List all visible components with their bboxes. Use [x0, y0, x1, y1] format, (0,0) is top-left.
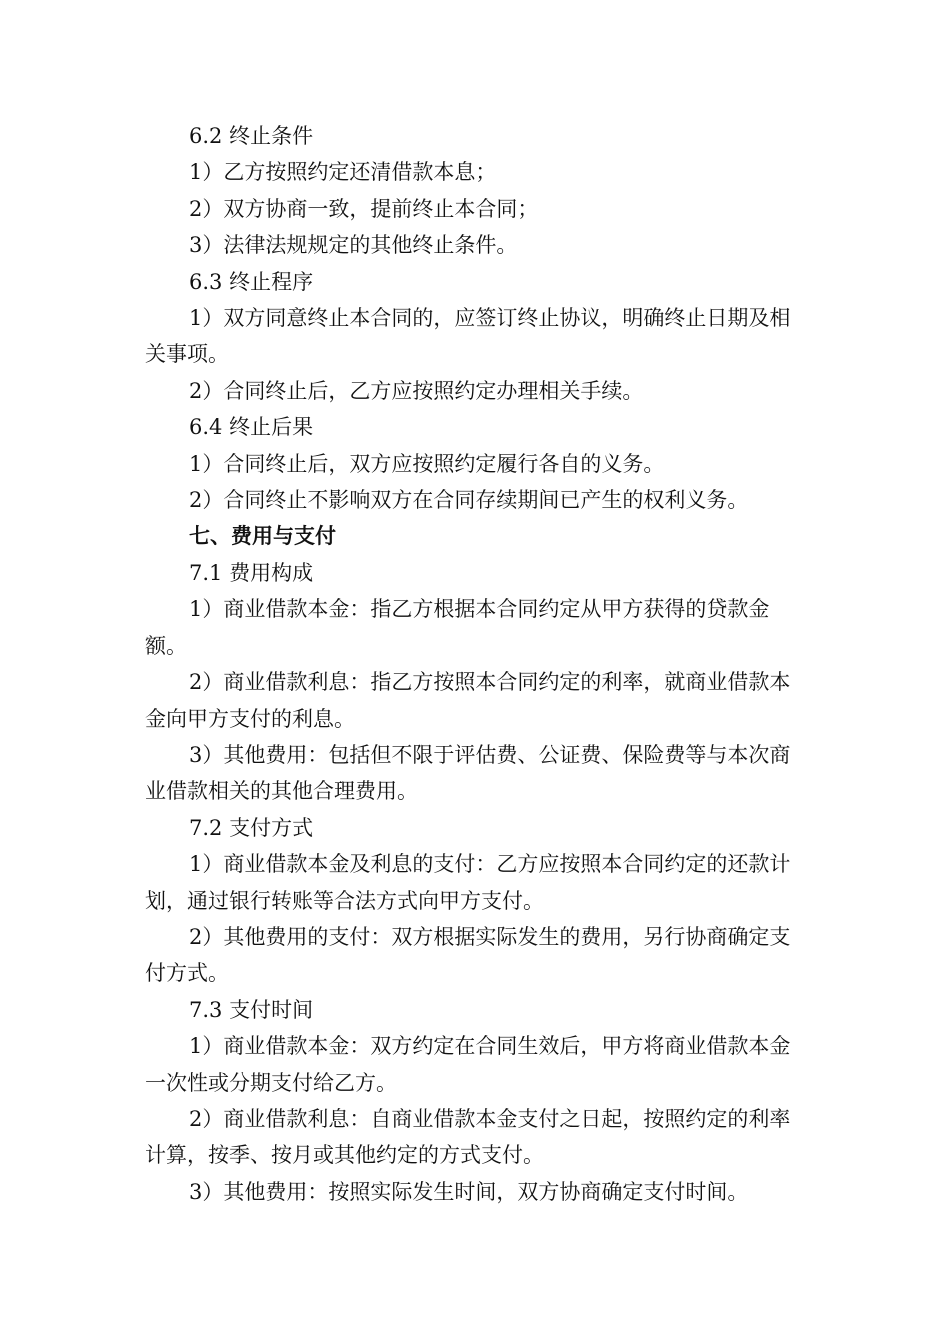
paragraph: 2）合同终止后，乙方应按照约定办理相关手续。: [189, 378, 644, 403]
paragraph: 2）商业借款利息：自商业借款本金支付之日起，按照约定的利率计算，按季、按月或其他约定的方式支付。: [145, 1106, 791, 1168]
document-body: [145, 118, 805, 1210]
paragraph: 1）双方同意终止本合同的，应签订终止协议，明确终止日期及相关事项。: [145, 306, 791, 367]
section-heading: 七、费用与支付: [189, 523, 336, 549]
paragraph: 2）双方协商一致，提前终止本合同；: [189, 196, 539, 221]
paragraph: 1）商业借款本金：双方约定在合同生效后，甲方将商业借款本金一次性或分期支付给乙方。: [145, 1034, 791, 1095]
paragraph: 7.2 支付方式: [189, 815, 314, 840]
paragraph: 7.3 支付时间: [189, 997, 314, 1022]
paragraph: 2）其他费用的支付：双方根据实际发生的费用，另行协商确定支付方式。: [145, 924, 791, 986]
paragraph: 6.3 终止程序: [189, 269, 314, 294]
paragraph: 3）法律法规规定的其他终止条件。: [189, 233, 518, 258]
paragraph: 2）商业借款利息：指乙方按照本合同约定的利率，就商业借款本金向甲方支付的利息。: [145, 670, 791, 731]
paragraph: 2）合同终止不影响双方在合同存续期间已产生的权利义务。: [189, 488, 749, 513]
paragraph: 1）商业借款本金：指乙方根据本合同约定从甲方获得的贷款金额。: [145, 597, 770, 658]
paragraph: 3）其他费用：按照实际发生时间，双方协商确定支付时间。: [189, 1179, 749, 1204]
paragraph: 1）合同终止后，双方应按照约定履行各自的义务。: [189, 451, 665, 476]
paragraph: 7.1 费用构成: [189, 560, 314, 585]
paragraph: 6.4 终止后果: [189, 415, 314, 440]
paragraph: 6.2 终止条件: [189, 124, 314, 148]
paragraph: 1）商业借款本金及利息的支付：乙方应按照本合同约定的还款计划，通过银行转账等合法方式向甲方支付。: [145, 852, 791, 913]
paragraph: 1）乙方按照约定还清借款本息；: [189, 160, 497, 185]
paragraph: 3）其他费用：包括但不限于评估费、公证费、保险费等与本次商业借款相关的其他合理费用。: [145, 742, 791, 804]
